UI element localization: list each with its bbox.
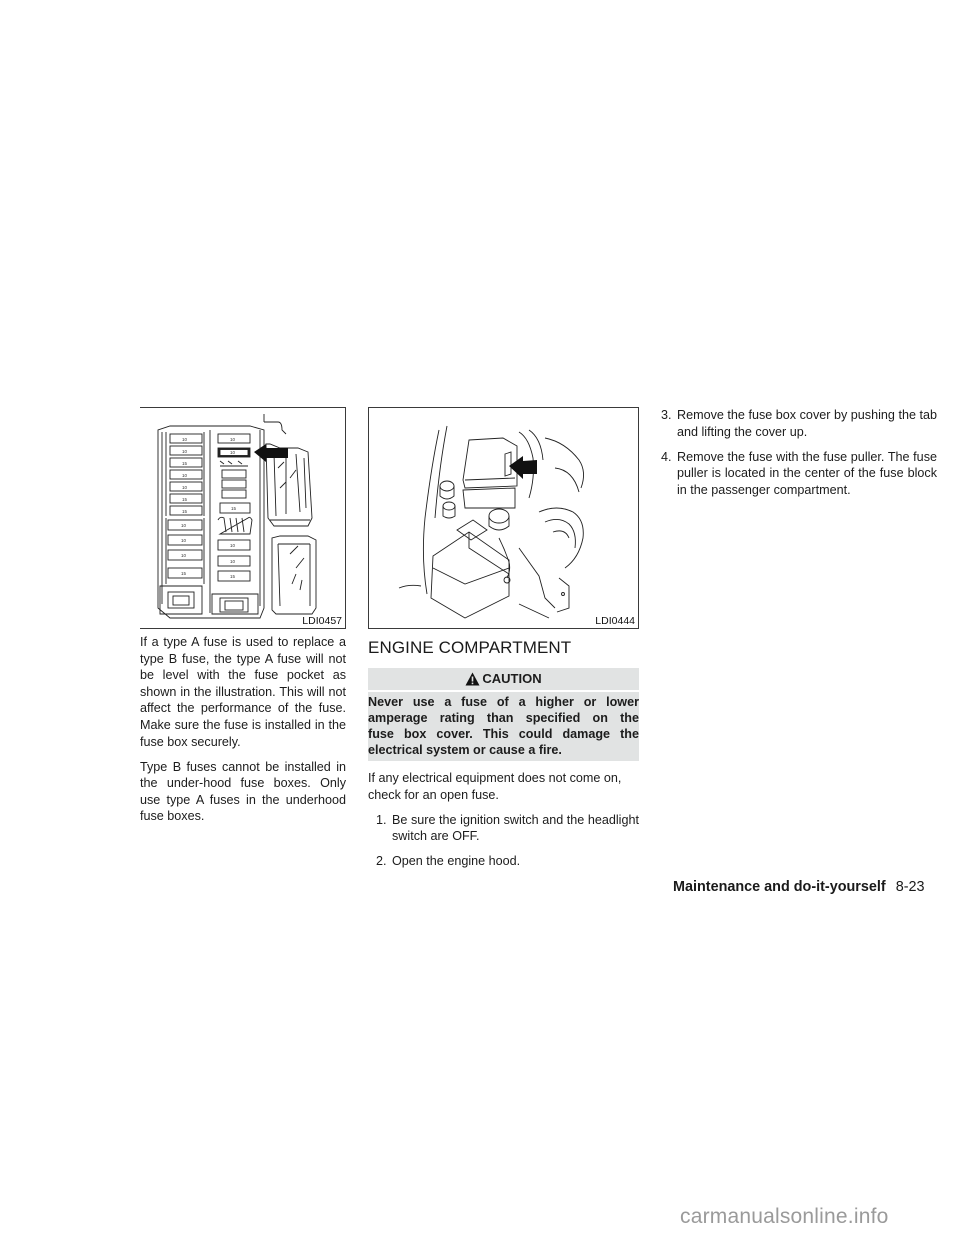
- steps-list: [368, 812, 639, 870]
- svg-text:10: 10: [182, 485, 188, 490]
- caution-header: [368, 668, 639, 692]
- svg-text:10: 10: [182, 449, 188, 454]
- engine-compartment-figure: [368, 407, 639, 629]
- step-item: [661, 407, 937, 440]
- caution-line: fuse box cover. This could damage the: [368, 727, 639, 741]
- figure-code: LDI0457: [302, 615, 342, 627]
- step-item: [661, 449, 937, 499]
- warning-icon: [465, 672, 480, 686]
- step-text: Remove the fuse with the fuse puller. The fuse puller is located in the center of the fuse block in the passenger compartment.: [677, 449, 937, 497]
- watermark: carmanualsonline.info: [680, 1205, 889, 1228]
- svg-text:10: 10: [181, 538, 187, 543]
- step-number: 2.: [376, 854, 387, 869]
- caution-line: electrical system or cause a fire.: [368, 743, 562, 757]
- svg-text:10: 10: [230, 543, 236, 548]
- svg-text:10: 10: [230, 437, 236, 442]
- figure-code: LDI0444: [595, 615, 635, 627]
- steps-list: [661, 407, 937, 498]
- intro-paragraph: If any electrical equipment does not come on, check for an open fuse.: [368, 771, 622, 802]
- step-number: 1.: [376, 812, 387, 827]
- svg-text:10: 10: [230, 559, 236, 564]
- engine-compartment-illustration: [369, 408, 638, 628]
- step-text: Open the engine hood.: [392, 854, 521, 869]
- fuse-block-illustration: [140, 408, 346, 628]
- fuse-block-figure: [140, 407, 346, 629]
- right-column: [661, 407, 937, 507]
- middle-column: [368, 634, 639, 878]
- paragraph-type-a-fuse: If a type A fuse is used to replace a type B fuse, the type A fuse will not be level with the fuse pocket as shown in the illustration. This will not affect the performance of the fuse. Make sure the fuse is installed in the fuse box securely.: [140, 635, 346, 749]
- caution-box: [368, 668, 639, 761]
- svg-text:10: 10: [182, 437, 188, 442]
- svg-text:10: 10: [182, 473, 188, 478]
- svg-text:15: 15: [231, 506, 237, 511]
- left-column: [140, 634, 346, 834]
- paragraph-type-b-fuse: Type B fuses cannot be installed in the under-hood fuse boxes. Only use type A fuses in the underhood fuse boxes.: [140, 759, 346, 824]
- svg-text:15: 15: [182, 461, 188, 466]
- caution-line: amperage rating than specified on the: [368, 711, 639, 725]
- arrow-icon: [254, 444, 288, 462]
- step-text: Be sure the ignition switch and the headlight switch are OFF.: [392, 812, 639, 844]
- svg-text:10: 10: [181, 553, 187, 558]
- svg-text:10: 10: [230, 450, 236, 455]
- svg-text:15: 15: [182, 509, 188, 514]
- page-number: 8-23: [895, 879, 925, 895]
- caution-text: [368, 692, 639, 761]
- footer-section-name: Maintenance and do-it-yourself: [673, 879, 886, 895]
- step-text: Remove the fuse box cover by pushing the tab and lifting the cover up.: [677, 408, 937, 439]
- caution-label: CAUTION: [482, 670, 542, 686]
- page-footer: [673, 878, 925, 896]
- step-item: [368, 853, 639, 870]
- step-number: 4.: [661, 449, 672, 464]
- svg-text:15: 15: [181, 571, 187, 576]
- section-heading: ENGINE COMPARTMENT: [368, 638, 572, 657]
- svg-text:10: 10: [181, 523, 187, 528]
- step-number: 3.: [661, 408, 672, 422]
- svg-text:15: 15: [230, 574, 236, 579]
- svg-text:15: 15: [182, 497, 188, 502]
- step-item: [368, 812, 639, 845]
- caution-line: Never use a fuse of a higher or lower: [368, 695, 639, 709]
